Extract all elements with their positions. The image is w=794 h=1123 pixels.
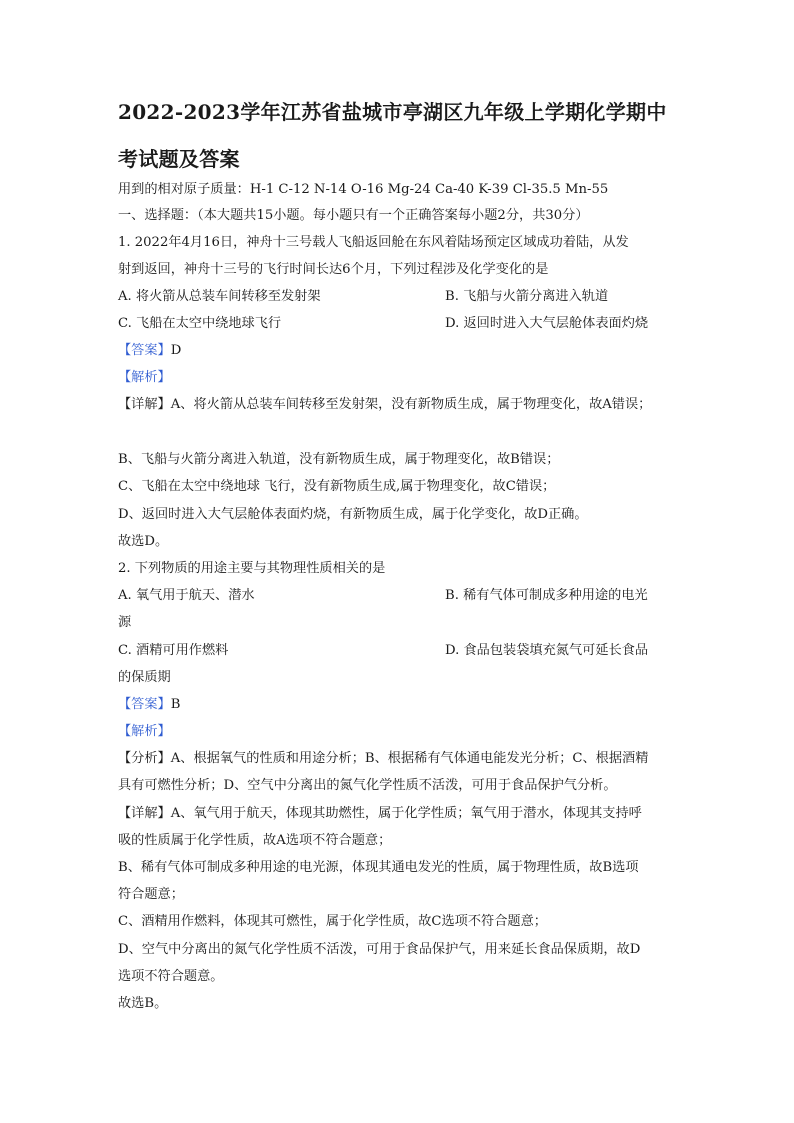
q1-detail-a (118, 396, 651, 414)
q1-answer (118, 342, 181, 360)
q2-option-b-line2: 源 (118, 615, 132, 630)
detail-text: A、将火箭从总装车间转移至发射架，没有新物质生成，属于物理变化，故A错误； (170, 397, 652, 412)
q2-option-d-line1: D. 食品包装袋填充氮气可延长食品 (445, 643, 649, 658)
q2-analysis-tag (118, 723, 171, 741)
answer-value: D (170, 343, 182, 358)
q2-stem: 2. 下列物质的用途主要与其物理性质相关的是 (118, 561, 386, 576)
q1-stem-line1: 1. 2022年4月16日，神舟十三号载人飞船返回舱在东风着陆场预定区域成功着陆，从发 (118, 235, 629, 250)
q1-option-c: C. 飞船在太空中绕地球飞行 (118, 316, 282, 331)
detail-text: A、氧气用于航天，体现其助燃性，属于化学性质；氧气用于潜水，体现其支持呼 (170, 806, 642, 821)
q1-option-b: B. 飞船与火箭分离进入轨道 (445, 289, 609, 304)
analysis-tag: 【解析】 (118, 370, 171, 385)
q1-conclusion: 故选D。 (118, 534, 169, 549)
q1-detail-d: D、返回时进入大气层舱体表面灼烧，有新物质生成，属于化学变化，故D正确。 (118, 507, 588, 522)
section-header: 一、选择题：（本大题共15小题。每小题只有一个正确答案每小题2分，共30分） (118, 208, 589, 223)
q1-detail-c: C、飞船在太空中绕地球 飞行，没有新物质生成,属于物理变化，故C错误； (118, 479, 556, 494)
document-title-line2: 考试题及答案 (118, 147, 240, 171)
q1-detail-b: B、飞船与火箭分离进入轨道，没有新物质生成，属于物理变化，故B错误； (118, 452, 560, 467)
q1-option-d: D. 返回时进入大气层舱体表面灼烧 (445, 316, 649, 331)
atomic-masses: 用到的相对原子质量：H-1 C-12 N-14 O-16 Mg-24 Ca-40 K-39 Cl-35.5 Mn-55 (118, 182, 609, 197)
q2-detail-b-line2: 符合题意； (118, 887, 184, 902)
q2-fenxi-line2: 具有可燃性分析；D、空气中分离出的氮气化学性质不活泼，可用于食品保护气分析。 (118, 778, 617, 793)
document-title-line1: 2022-2023学年江苏省盐城市亭湖区九年级上学期化学期中 (118, 100, 667, 124)
answer-tag: 【答案】 (118, 697, 171, 712)
fenxi-text: A、根据氧气的性质和用途分析；B、根据稀有气体通电能发光分析；C、根据酒精 (170, 751, 649, 766)
q1-stem-line2: 射到返回，神舟十三号的飞行时间长达6个月，下列过程涉及化学变化的是 (118, 262, 549, 277)
q2-option-a: A. 氧气用于航天、潜水 (118, 588, 255, 603)
q2-option-b-line1: B. 稀有气体可制成多种用途的电光 (445, 588, 648, 603)
analysis-tag: 【解析】 (118, 724, 171, 739)
q2-detail-d-line2: 选项不符合题意。 (118, 969, 224, 984)
q2-fenxi-line1 (118, 750, 648, 768)
q2-option-d-line2: 的保质期 (118, 670, 171, 685)
q2-detail-a-line2: 吸的性质属于化学性质，故A选项不符合题意； (118, 833, 392, 848)
answer-value: B (170, 697, 181, 712)
detail-tag: 【详解】 (118, 806, 171, 821)
detail-tag: 【详解】 (118, 397, 171, 412)
q1-option-a: A. 将火箭从总装车间转移至发射架 (118, 289, 321, 304)
q2-conclusion: 故选B。 (118, 996, 168, 1011)
q1-analysis-tag (118, 369, 171, 387)
q2-detail-b-line1: B、稀有气体可制成多种用途的电光源，体现其通电发光的性质，属于物理性质，故B选项 (118, 860, 639, 875)
q2-answer (118, 696, 180, 714)
q2-detail-c: C、酒精用作燃料，体现其可燃性，属于化学性质，故C选项不符合题意； (118, 914, 547, 929)
answer-tag: 【答案】 (118, 343, 171, 358)
q2-detail-d-line1: D、空气中分离出的氮气化学性质不活泼，可用于食品保护气，用来延长食品保质期，故D (118, 942, 641, 957)
q2-option-c: C. 酒精可用作燃料 (118, 643, 229, 658)
q2-detail-a-line1 (118, 805, 642, 823)
fenxi-tag: 【分析】 (118, 751, 171, 766)
